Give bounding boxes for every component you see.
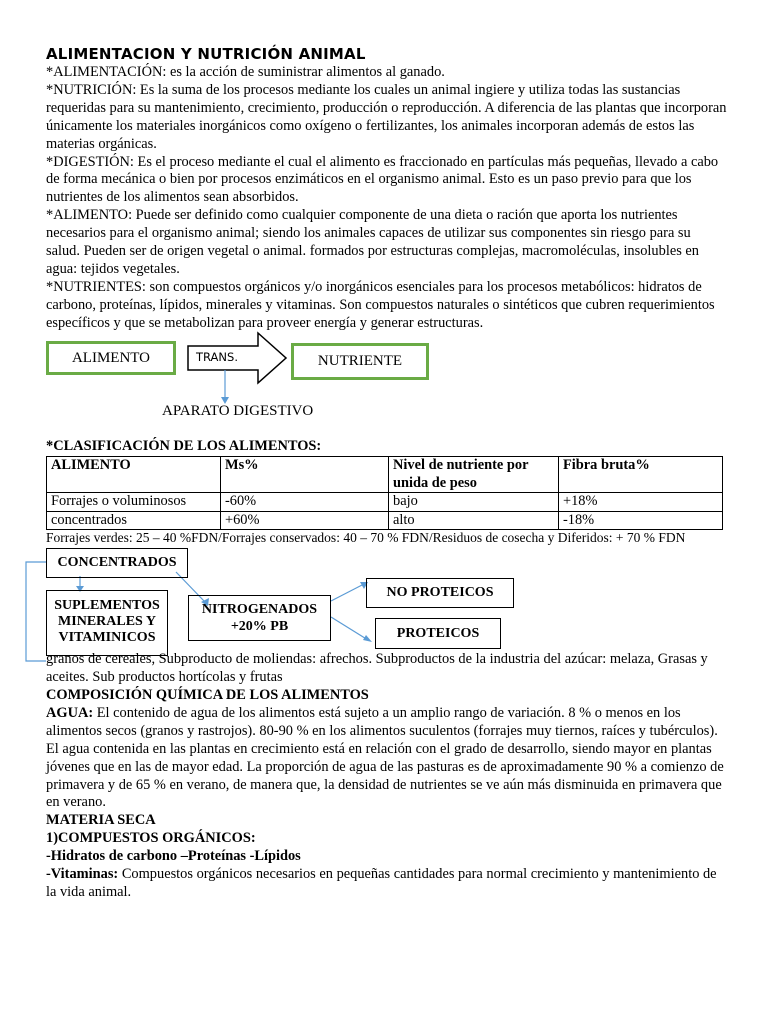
table-row xyxy=(47,493,723,512)
definitions xyxy=(46,64,728,333)
composicion-heading: COMPOSICIÓN QUÍMICA DE LOS ALIMENTOS xyxy=(46,687,369,703)
flow-nutriente-label: NUTRIENTE xyxy=(317,353,403,369)
column-header: Nivel de nutriente por unida de peso xyxy=(389,457,559,493)
flow-alimento-label: ALIMENTO xyxy=(71,349,151,366)
table-cell: alto xyxy=(389,511,559,530)
table-cell: -60% xyxy=(221,493,389,512)
organicos-list: -Hidratos de carbono –Proteínas -Lípidos xyxy=(46,848,301,865)
def-alimentacion: *ALIMENTACIÓN: es la acción de suministrar alimentos al ganado. xyxy=(46,64,445,80)
suplementos-label: SUPLEMENTOS MINERALES Y VITAMINICOS xyxy=(54,598,160,645)
def-alimento: *ALIMENTO: Puede ser definido como cualquier componente de una dieta o ración que aporta los nutrientes necesarios para el organismo animal; siendo los animales capaces de utilizar sus componentes sin riesgo para su salud. Pueden ser de origen vegetal o animal. formados por estructuras complejas, macromoléculas, insolubles en agua: tejidos vegetales. xyxy=(46,207,699,277)
def-digestion: *DIGESTIÓN: Es el proceso mediante el cual el alimento es fraccionado en partículas más pequeñas, llevado a cabo de forma mecánica o bien por procesos enzimáticos en el organismo animal. Esto es un paso previo para que los nutrientes de los alimentos sean absorbidos. xyxy=(46,153,719,206)
table-cell: concentrados xyxy=(47,511,221,530)
table-cell: Forrajes o voluminosos xyxy=(47,493,221,512)
organicos-heading: 1)COMPUESTOS ORGÁNICOS: xyxy=(46,830,256,847)
column-header: ALIMENTO xyxy=(47,457,221,493)
energeticos-text: granos de cereales, Subproducto de moliendas: afrechos. Subproductos de la industria del azúcar: melaza, Grasas y aceites. Sub productos hortícolas y frutas xyxy=(46,651,708,685)
concentrados-box xyxy=(46,548,188,578)
no-proteicos-label: NO PROTEICOS xyxy=(386,585,494,600)
materia-seca-heading: MATERIA SECA xyxy=(46,812,156,829)
table-cell: +18% xyxy=(559,493,723,512)
trans-label: TRANS. xyxy=(196,350,238,364)
fdn-note: Forrajes verdes: 25 – 40 %FDN/Forrajes conservados: 40 – 70 % FDN/Residuos de cosecha y Diferidos: + 70 % FDN xyxy=(46,530,686,545)
vitaminas-label: -Vitaminas: xyxy=(46,866,119,883)
down-arrow xyxy=(218,370,232,406)
no-proteicos-box xyxy=(366,578,514,608)
table-cell: -18% xyxy=(559,511,723,530)
flow-alimento-box xyxy=(46,341,176,375)
concentrados-label: CONCENTRADOS xyxy=(57,555,177,570)
table-header-row xyxy=(47,457,723,493)
agua-label: AGUA: xyxy=(46,704,94,721)
aparato-digestivo-label: APARATO DIGESTIVO xyxy=(162,403,314,419)
vitaminas-text: Compuestos orgánicos necesarios en pequeñas cantidades para normal crecimiento y mantenimiento de la vida animal. xyxy=(46,866,717,900)
agua-text: El contenido de agua de los alimentos está sujeto a un amplio rango de variación. 8 % o menos en los alimentos secos (granos y rastrojos). 80-90 % en los alimentos suculentos (forrajes muy tiernos, raíces y tubérculos). El agua contenida en las plantas en crecimiento está en relación con el grado de desarrollo, siendo mayor en plantas jóvenes que en las de mayor edad. La proporción de agua de las pasturas es de aproximadamente 90 % a comienzo de primavera y de 65 % en verano, de manera que, la densidad de nutrientes se ve aún más disminuida en primavera que en verano. xyxy=(46,704,724,811)
table-cell: bajo xyxy=(389,493,559,512)
table-cell: +60% xyxy=(221,511,389,530)
table-row xyxy=(47,511,723,530)
document-title: ALIMENTACION Y NUTRICIÓN ANIMAL xyxy=(46,45,366,63)
flow-nutriente-box xyxy=(291,343,429,380)
vitaminas-paragraph xyxy=(46,866,728,902)
def-nutricion: *NUTRICIÓN: Es la suma de los procesos mediante los cuales un animal ingiere y utiliza todas las sustancias requeridas para su mantenimiento, crecimiento, producción o reproducción. A diferencia de las plantas que incorporan únicamente los materiales inorgánicos como oxígeno o fertilizantes, los animales incorporan además de estos las materias orgánicas. xyxy=(46,81,727,152)
nitrogenados-label: NITROGENADOS +20% PB xyxy=(201,602,318,634)
proteicos-label: PROTEICOS xyxy=(396,626,480,641)
proteicos-box xyxy=(375,618,501,649)
column-header: Fibra bruta% xyxy=(559,457,723,493)
suplementos-box xyxy=(46,590,168,656)
column-header: Ms% xyxy=(221,457,389,493)
agua-paragraph xyxy=(46,705,728,812)
composicion-section xyxy=(46,687,728,902)
clasificacion-table xyxy=(46,456,723,530)
def-nutrientes: *NUTRIENTES: son compuestos orgánicos y/o inorgánicos esenciales para los procesos metabólicos: hidratos de carbono, proteínas, lípidos, minerales y vitaminas. Son compuestos naturales o sintéticos que cubren requerimientos específicos y que se metabolizan para proveer energía y generar estructuras. xyxy=(46,278,715,331)
nitrogenados-box xyxy=(188,595,331,641)
clasificacion-heading: *CLASIFICACIÓN DE LOS ALIMENTOS: xyxy=(46,438,322,454)
